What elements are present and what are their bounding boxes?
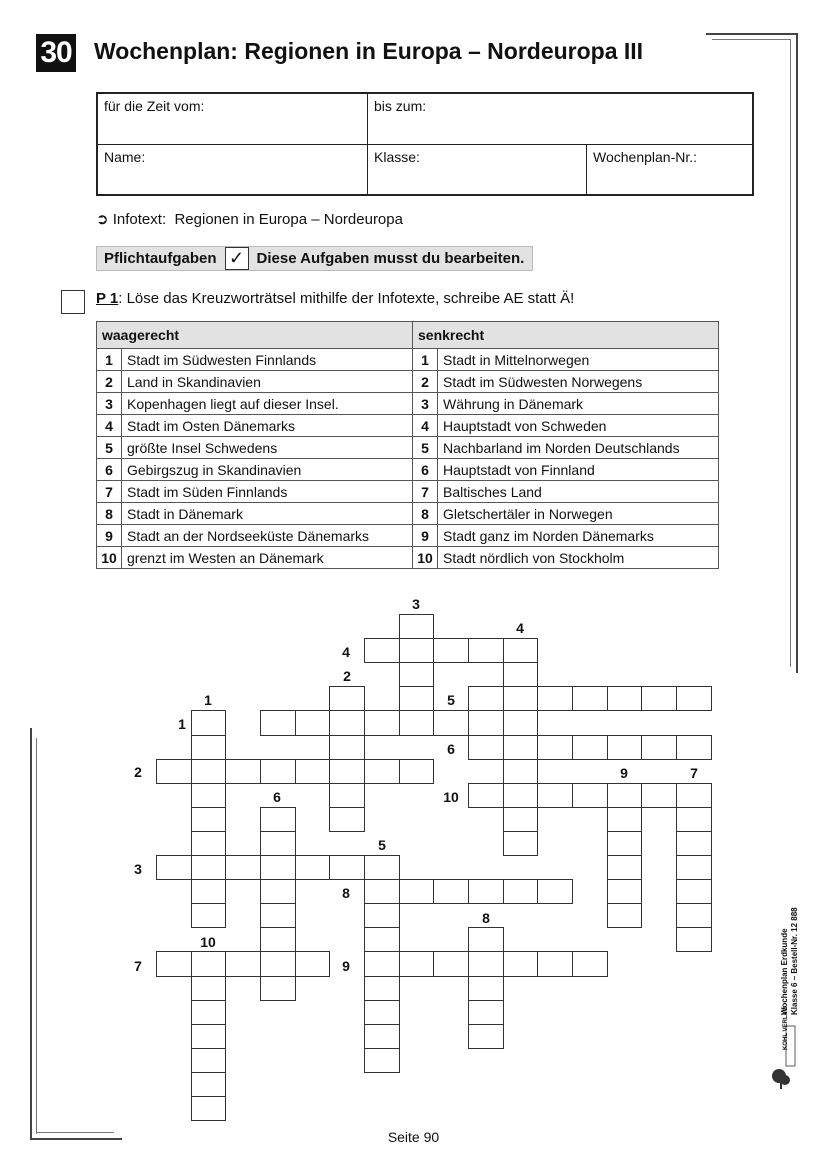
decorative-frame	[30, 728, 32, 1140]
date-to-field[interactable]	[368, 94, 754, 145]
crossword-cell[interactable]	[468, 638, 504, 663]
crossword-cell[interactable]	[503, 638, 538, 663]
crossword-cell[interactable]	[364, 759, 400, 784]
crossword-cell[interactable]	[433, 710, 469, 736]
crossword-cell[interactable]	[537, 735, 573, 760]
crossword-cell[interactable]	[191, 951, 226, 977]
crossword-cell[interactable]	[191, 903, 226, 928]
crossword-cell[interactable]	[468, 879, 504, 904]
down-clue-text: Gletschertäler in Norwegen	[438, 503, 719, 525]
crossword-cell[interactable]	[607, 903, 642, 928]
name-label: Name:	[104, 149, 146, 165]
crossword-cell[interactable]	[676, 807, 712, 832]
down-clue-text: Hauptstadt von Finnland	[438, 459, 719, 481]
class-field[interactable]	[368, 145, 587, 196]
crossword-clue-number: 9	[342, 958, 350, 974]
crossword-clue-number: 6	[273, 789, 281, 805]
worksheet-number: 30	[36, 34, 76, 72]
crossword-cell[interactable]	[364, 927, 400, 952]
crossword-cell[interactable]	[468, 1000, 504, 1025]
crossword-cell[interactable]	[329, 783, 365, 808]
publisher-line-2: Klasse 6 – Bestell-Nr. 12 888	[790, 907, 799, 1015]
mandatory-tasks-label: Pflichtaufgaben	[104, 250, 217, 267]
crossword-cell[interactable]	[572, 735, 608, 760]
crossword-cell[interactable]	[503, 735, 538, 760]
crossword-cell[interactable]	[399, 710, 434, 736]
crossword-cell[interactable]	[260, 976, 296, 1001]
checkmark-icon: ✓	[225, 247, 249, 270]
down-clue-number: 2	[413, 371, 438, 393]
infotext-reference	[96, 210, 403, 228]
crossword-cell[interactable]	[295, 759, 330, 784]
crossword-cell[interactable]	[295, 710, 330, 736]
down-clue-number: 7	[413, 481, 438, 503]
crossword-clue-number: 10	[443, 789, 459, 805]
clue-row	[97, 525, 719, 547]
crossword-cell[interactable]	[468, 1024, 504, 1049]
across-clue-number: 4	[97, 415, 122, 437]
crossword-cell[interactable]	[260, 927, 296, 952]
across-clue-text: Stadt im Osten Dänemarks	[122, 415, 413, 437]
crossword-cell[interactable]	[295, 951, 330, 977]
infotext-title: Regionen in Europa – Nordeuropa	[174, 211, 403, 228]
crossword-cell[interactable]	[191, 855, 226, 880]
crossword-clue-number: 6	[447, 741, 455, 757]
task-text: : Löse das Kreuzworträtsel mithilfe der Infotexte, schreibe AE statt Ä!	[118, 290, 575, 307]
crossword-cell[interactable]	[503, 831, 538, 856]
crossword-cell[interactable]	[191, 1072, 226, 1097]
date-to-label: bis zum:	[374, 98, 427, 114]
crossword-cell[interactable]	[468, 735, 504, 760]
crossword-clue-number: 9	[620, 765, 628, 781]
crossword-cell[interactable]	[676, 783, 712, 808]
crossword-cell[interactable]	[503, 662, 538, 687]
clue-row	[97, 481, 719, 503]
down-clue-number: 8	[413, 503, 438, 525]
crossword-cell[interactable]	[676, 927, 712, 952]
crossword-cell[interactable]	[260, 831, 296, 856]
clue-row	[97, 437, 719, 459]
down-clue-text: Stadt in Mittelnorwegen	[438, 349, 719, 371]
crossword-cell[interactable]	[503, 807, 538, 832]
clue-row	[97, 503, 719, 525]
publisher-info	[780, 907, 800, 1015]
crossword-cell[interactable]	[364, 1048, 400, 1073]
crossword-cell[interactable]	[676, 735, 712, 760]
across-clue-number: 10	[97, 547, 122, 569]
crossword-cell[interactable]	[503, 783, 538, 808]
crossword-clue-number: 5	[378, 837, 386, 853]
logo-text: KOHL VERLAG	[783, 1006, 789, 1050]
across-clue-text: Stadt im Südwesten Finnlands	[122, 349, 413, 371]
crossword-cell[interactable]	[468, 710, 504, 736]
across-clue-number: 2	[97, 371, 122, 393]
crossword-cell[interactable]	[191, 1000, 226, 1025]
across-clue-number: 7	[97, 481, 122, 503]
down-header: senkrecht	[413, 322, 719, 349]
crossword-clue-number: 3	[412, 596, 420, 612]
task-checkbox[interactable]	[61, 290, 85, 314]
crossword-cell[interactable]	[676, 855, 712, 880]
crossword-cell[interactable]	[676, 879, 712, 904]
crossword-clue-number: 2	[134, 764, 142, 780]
crossword-cell[interactable]	[399, 662, 434, 687]
crossword-clue-number: 4	[342, 644, 350, 660]
crossword-cell[interactable]	[399, 686, 434, 711]
decorative-frame	[706, 33, 797, 35]
crossword-cell[interactable]	[607, 735, 642, 760]
crossword-clue-number: 8	[342, 885, 350, 901]
crossword-cell[interactable]	[329, 855, 365, 880]
crossword-cell[interactable]	[225, 951, 261, 977]
down-clue-number: 6	[413, 459, 438, 481]
page-number: Seite 90	[387, 1129, 440, 1145]
down-clue-number: 10	[413, 547, 438, 569]
clue-row	[97, 349, 719, 371]
crossword-cell[interactable]	[468, 951, 504, 977]
crossword-cell[interactable]	[156, 855, 192, 880]
crossword-cell[interactable]	[607, 686, 642, 711]
crossword-cell[interactable]	[191, 783, 226, 808]
crossword-cell[interactable]	[191, 759, 226, 784]
across-clue-text: größte Insel Schwedens	[122, 437, 413, 459]
crossword-cell[interactable]	[468, 783, 504, 808]
class-label: Klasse:	[374, 149, 420, 165]
clue-row	[97, 415, 719, 437]
crossword-cell[interactable]	[329, 807, 365, 832]
crossword-cell[interactable]	[537, 879, 573, 904]
crossword-cell[interactable]	[364, 1000, 400, 1025]
across-clue-text: Gebirgszug in Skandinavien	[122, 459, 413, 481]
crossword-cell[interactable]	[607, 855, 642, 880]
across-clue-number: 8	[97, 503, 122, 525]
crossword-cell[interactable]	[503, 951, 538, 977]
down-clue-number: 3	[413, 393, 438, 415]
crossword-cell[interactable]	[607, 831, 642, 856]
crossword-clue-number: 1	[178, 716, 186, 732]
crossword-cell[interactable]	[364, 976, 400, 1001]
across-clue-number: 5	[97, 437, 122, 459]
crossword-cell[interactable]	[676, 831, 712, 856]
crossword-cell[interactable]	[191, 1024, 226, 1049]
crossword-cell[interactable]	[572, 783, 608, 808]
crossword-clue-number: 2	[343, 668, 351, 684]
crossword-cell[interactable]	[607, 807, 642, 832]
clue-row	[97, 393, 719, 415]
crossword-cell[interactable]	[364, 1024, 400, 1049]
across-clue-number: 6	[97, 459, 122, 481]
down-clue-text: Stadt im Südwesten Norwegens	[438, 371, 719, 393]
crossword-cell[interactable]	[329, 759, 365, 784]
crossword-cell[interactable]	[572, 951, 608, 977]
task-label: P 1	[96, 290, 119, 307]
crossword-cell[interactable]	[191, 976, 226, 1001]
crossword-cell[interactable]	[399, 759, 434, 784]
crossword-clue-number: 10	[200, 934, 216, 950]
crossword-cell[interactable]	[468, 976, 504, 1001]
mandatory-tasks-text: Diese Aufgaben musst du bearbeiten.	[256, 250, 525, 267]
crossword-cell[interactable]	[503, 879, 538, 904]
down-clue-text: Nachbarland im Norden Deutschlands	[438, 437, 719, 459]
crossword-cell[interactable]	[225, 759, 261, 784]
across-clue-text: Stadt im Süden Finnlands	[122, 481, 413, 503]
mandatory-tasks-banner	[96, 246, 533, 271]
crossword-cell[interactable]	[433, 879, 469, 904]
crossword-cell[interactable]	[329, 686, 365, 711]
crossword-cell[interactable]	[364, 903, 400, 928]
crossword-clue-number: 8	[482, 910, 490, 926]
crossword-cell[interactable]	[676, 686, 712, 711]
page-title: Wochenplan: Regionen in Europa – Nordeuropa III	[94, 38, 644, 64]
crossword-cell[interactable]	[260, 951, 296, 977]
crossword-cell[interactable]	[641, 686, 677, 711]
decorative-frame	[796, 33, 798, 673]
down-clue-text: Stadt nördlich von Stockholm	[438, 547, 719, 569]
down-clue-text: Stadt ganz im Norden Dänemarks	[438, 525, 719, 547]
clue-row	[97, 459, 719, 481]
crossword-clue-number: 1	[204, 692, 212, 708]
publisher-line-1: Wochenplan Erdkunde	[780, 928, 789, 1015]
infotext-label: Infotext:	[112, 211, 167, 228]
across-header: waagerecht	[97, 322, 413, 349]
crossword-cell[interactable]	[260, 903, 296, 928]
down-clue-number: 5	[413, 437, 438, 459]
crossword-cell[interactable]	[156, 951, 192, 977]
crossword-cell[interactable]	[676, 903, 712, 928]
plan-number-field[interactable]	[587, 145, 754, 196]
clues-table	[96, 321, 719, 569]
crossword-cell[interactable]	[503, 686, 538, 711]
crossword-cell[interactable]	[641, 783, 677, 808]
student-info-form	[96, 92, 754, 196]
crossword-cell[interactable]	[399, 879, 434, 904]
crossword-cell[interactable]	[433, 638, 469, 663]
crossword-cell[interactable]	[191, 1048, 226, 1073]
clue-row	[97, 371, 719, 393]
crossword-cell[interactable]	[364, 951, 400, 977]
crossword-cell[interactable]	[503, 710, 538, 736]
crossword-cell[interactable]	[260, 710, 296, 736]
crossword-cell[interactable]	[503, 759, 538, 784]
across-clue-text: Kopenhagen liegt auf dieser Insel.	[122, 393, 413, 415]
decorative-frame	[790, 39, 791, 667]
crossword-cell[interactable]	[191, 831, 226, 856]
crossword-cell[interactable]	[607, 783, 642, 808]
crossword-cell[interactable]	[295, 855, 330, 880]
name-field[interactable]	[98, 145, 368, 196]
crossword-cell[interactable]	[537, 686, 573, 711]
crossword-cell[interactable]	[191, 735, 226, 760]
date-from-field[interactable]	[98, 94, 368, 145]
crossword-cell[interactable]	[364, 638, 400, 663]
crossword-cell[interactable]	[364, 710, 400, 736]
crossword-cell[interactable]	[191, 807, 226, 832]
crossword-clue-number: 7	[134, 958, 142, 974]
crossword-cell[interactable]	[399, 951, 434, 977]
crossword-clue-number: 3	[134, 861, 142, 877]
crossword-cell[interactable]	[537, 951, 573, 977]
crossword-clue-number: 7	[690, 765, 698, 781]
across-clue-number: 1	[97, 349, 122, 371]
crossword-cell[interactable]	[260, 759, 296, 784]
crossword-cell[interactable]	[260, 855, 296, 880]
across-clue-text: Land in Skandinavien	[122, 371, 413, 393]
down-clue-text: Baltisches Land	[438, 481, 719, 503]
crossword-cell[interactable]	[156, 759, 192, 784]
down-clue-number: 9	[413, 525, 438, 547]
crossword-cell[interactable]	[329, 710, 365, 736]
across-clue-text: Stadt in Dänemark	[122, 503, 413, 525]
crossword-cell[interactable]	[191, 1096, 226, 1121]
plan-number-label: Wochenplan-Nr.:	[593, 149, 698, 165]
crossword-cell[interactable]	[329, 735, 365, 760]
decorative-frame	[712, 39, 791, 40]
down-clue-text: Währung in Dänemark	[438, 393, 719, 415]
crossword-cell[interactable]	[225, 855, 261, 880]
crossword-cell[interactable]	[537, 783, 573, 808]
crossword-cell[interactable]	[260, 879, 296, 904]
crossword-cell[interactable]	[607, 879, 642, 904]
crossword-cell[interactable]	[468, 686, 504, 711]
down-clue-text: Hauptstadt von Schweden	[438, 415, 719, 437]
crossword-cell[interactable]	[260, 807, 296, 832]
crossword-cell[interactable]	[572, 686, 608, 711]
crossword-cell[interactable]	[399, 638, 434, 663]
crossword-clue-number: 4	[516, 620, 524, 636]
across-clue-number: 3	[97, 393, 122, 415]
crossword-cell[interactable]	[364, 855, 400, 880]
crossword-cell[interactable]	[399, 614, 434, 639]
crossword-cell[interactable]	[364, 879, 400, 904]
crossword-cell[interactable]	[191, 879, 226, 904]
crossword-cell[interactable]	[191, 710, 226, 736]
down-clue-number: 4	[413, 415, 438, 437]
arrow-icon: ➲	[96, 211, 109, 228]
down-clue-number: 1	[413, 349, 438, 371]
crossword-cell[interactable]	[433, 951, 469, 977]
crossword-cell[interactable]	[468, 927, 504, 952]
across-clue-number: 9	[97, 525, 122, 547]
decorative-frame	[36, 738, 37, 1134]
date-from-label: für die Zeit vom:	[104, 98, 205, 114]
crossword-clue-number: 5	[447, 692, 455, 708]
across-clue-text: grenzt im Westen an Dänemark	[122, 547, 413, 569]
across-clue-text: Stadt an der Nordseeküste Dänemarks	[122, 525, 413, 547]
crossword-cell[interactable]	[641, 735, 677, 760]
task-instruction	[96, 290, 574, 307]
clue-row	[97, 547, 719, 569]
